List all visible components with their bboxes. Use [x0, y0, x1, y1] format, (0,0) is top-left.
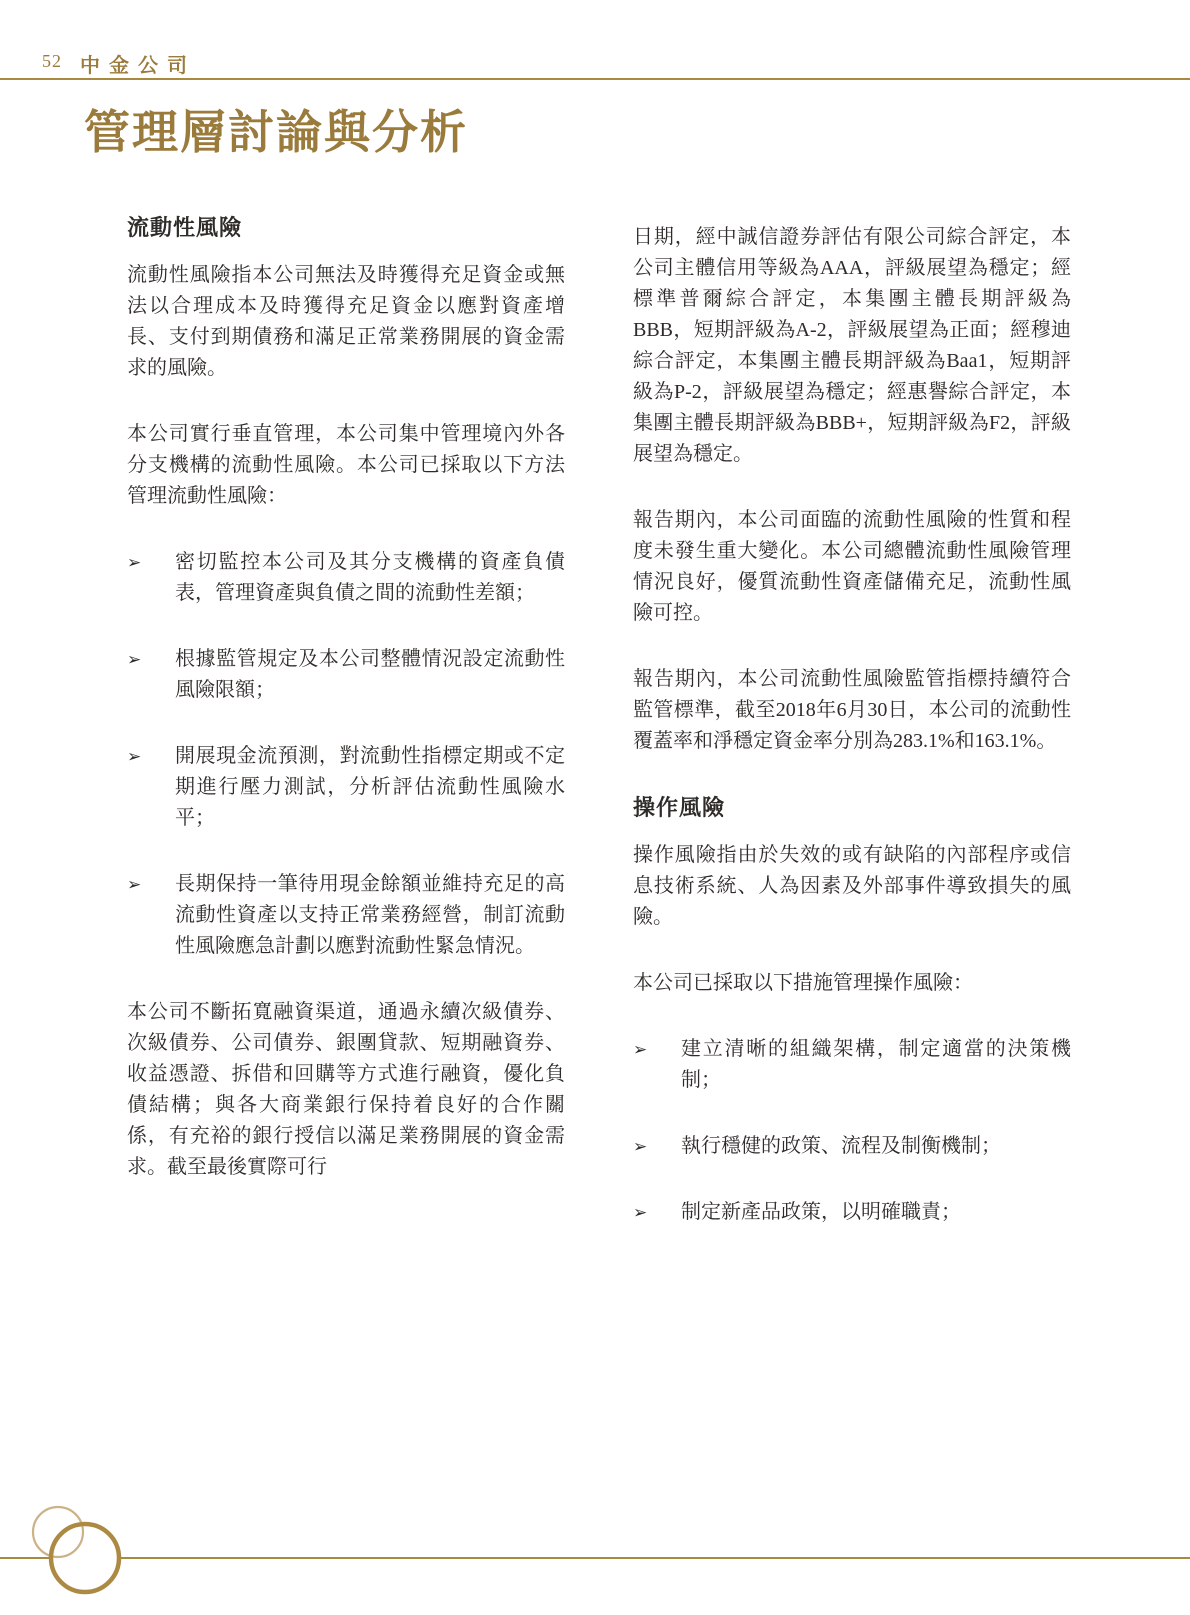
paragraph: 本公司實行垂直管理，本公司集中管理境內外各分支機構的流動性風險。本公司已採取以下方法管理流動性風險：: [127, 423, 565, 507]
bullet-text: 長期保持一筆待用現金餘額並維持充足的高流動性資產以支持正常業務經營，制訂流動性風險應急計劃以應對流動性緊急情況。: [175, 873, 565, 957]
bullet-text: 根據監管規定及本公司整體情況設定流動性風險限額；: [175, 648, 565, 701]
paragraph: 日期，經中誠信證券評估有限公司綜合評定，本公司主體信用等級為AAA，評級展望為穩定；經標準普爾綜合評定，本集團主體長期評級為BBB，短期評級為A-2，評級展望為正面；經穆迪綜合評定，本集團主體長期評級為Baa1，短期評級為P-2，評級展望為穩定；經惠譽綜合評定，本集團主體長期評級為BBB+，短期評級為F2，評級展望為穩定。: [633, 226, 1071, 465]
bullet-text: 建立清晰的組織架構，制定適當的決策機制；: [681, 1038, 1071, 1091]
bullet-text: 密切監控本公司及其分支機構的資產負債表，管理資產與負債之間的流動性差額；: [175, 551, 565, 604]
header-rule: [0, 78, 1190, 80]
arrowhead-bullet-icon: ➢: [633, 1137, 648, 1156]
company-name: 中金公司: [80, 55, 196, 77]
bullet-text: 執行穩健的政策、流程及制衡機制；: [681, 1135, 1001, 1157]
bullet-item: [127, 869, 565, 962]
arrowhead-bullet-icon: ➢: [127, 650, 142, 669]
paragraph: 流動性風險指本公司無法及時獲得充足資金或無法以合理成本及時獲得充足資金以應對資產增長、支付到期債務和滿足正常業務開展的資金需求的風險。: [127, 264, 565, 379]
paragraph: 報告期內，本公司面臨的流動性風險的性質和程度未發生重大變化。本公司總體流動性風險管理情況良好，優質流動性資產儲備充足，流動性風險可控。: [633, 509, 1071, 624]
right-column: [633, 222, 1071, 1263]
page-number: 52: [42, 51, 62, 71]
paragraph: 本公司不斷拓寬融資渠道，通過永續次級債券、次級債券、公司債券、銀團貸款、短期融資券、收益憑證、拆借和回購等方式進行融資，優化負債結構；與各大商業銀行保持着良好的合作關係，有充裕的銀行授信以滿足業務開展的資金需求。截至最後實際可行: [127, 1001, 565, 1178]
bullet-item: [127, 741, 565, 834]
arrowhead-bullet-icon: ➢: [633, 1203, 648, 1222]
page-title: 管理層討論與分析: [84, 107, 468, 158]
section-heading-liquidity-risk: 流動性風險: [127, 215, 243, 240]
arrowhead-bullet-icon: ➢: [633, 1040, 648, 1059]
bullet-item: [633, 1131, 1071, 1162]
section-heading-operational-risk: 操作風險: [633, 795, 726, 820]
bullet-item: [633, 1034, 1071, 1096]
paragraph: 報告期內，本公司流動性風險監管指標持續符合監管標準，截至2018年6月30日，本公司的流動性覆蓋率和淨穩定資金率分別為283.1%和163.1%。: [633, 668, 1071, 752]
bullet-item: [127, 547, 565, 609]
arrowhead-bullet-icon: ➢: [127, 875, 142, 894]
arrowhead-bullet-icon: ➢: [127, 553, 142, 572]
bullet-item: [633, 1197, 1071, 1228]
left-column: [127, 212, 565, 1218]
bullet-item: [127, 644, 565, 706]
arrowhead-bullet-icon: ➢: [127, 747, 142, 766]
decorative-circle-light: [33, 1507, 83, 1557]
bullet-text: 制定新產品政策，以明確職責；: [681, 1201, 961, 1223]
paragraph: 操作風險指由於失效的或有缺陷的內部程序或信息技術系統、人為因素及外部事件導致損失的風險。: [633, 844, 1071, 928]
paragraph: 本公司已採取以下措施管理操作風險：: [633, 972, 973, 994]
decorative-circle-dark: [51, 1524, 119, 1592]
bullet-text: 開展現金流預測，對流動性指標定期或不定期進行壓力測試，分析評估流動性風險水平；: [175, 745, 565, 829]
footer-decoration: [0, 1490, 1190, 1615]
